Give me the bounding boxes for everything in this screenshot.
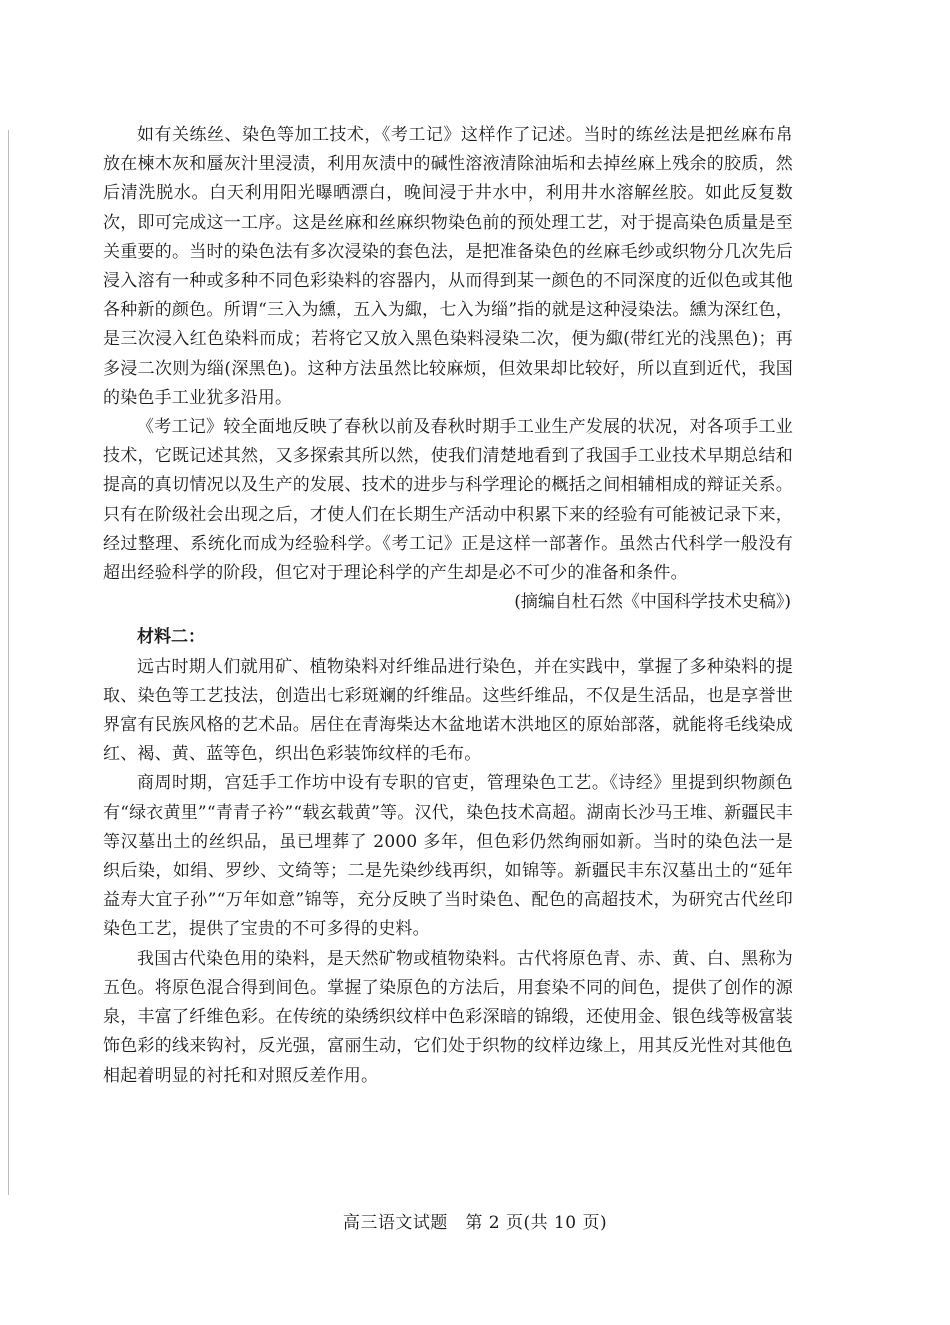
paragraph: 我国古代染色用的染料，是天然矿物或植物染料。古代将原色青、赤、黄、白、黑称为五色。将原色混合得到间色。掌握了染原色的方法后，用套染不同的间色，提供了创作的源泉，丰富了纤维色彩。在传统的染绣织纹样中色彩深暗的锦缎，还使用金、银色线等极富装饰色彩的线来钩衬，反光强，富丽生动，它们处于织物的纹样边缘上，用其反光性对其他色相起着明显的衬托和对照反差作用。 [103, 948, 793, 1086]
page-body [103, 121, 793, 1091]
paragraph: 商周时期，宫廷手工作坊中设有专职的官吏，管理染色工艺。《诗经》里提到织物颜色有“绿衣黄里”“青青子衿”“载玄载黄”等。汉代，染色技术高超。湖南长沙马王堆、新疆民丰等汉墓出土的丝织品，虽已埋葬了 2000 多年，但色彩仍然绚丽如新。当时的染色法一是织后染，如绢、罗纱、文绮等；二是先染纱线再织，如锦等。新疆民丰东汉墓出土的“延年益寿大宜子孙”“万年如意”锦等，充分反映了当时染色、配色的高超技术，为研究古代丝印染色工艺，提供了宝贵的不可多得的史料。 [103, 773, 793, 940]
paragraph: 远古时期人们就用矿、植物染料对纤维品进行染色，并在实践中，掌握了多种染料的提取、染色等工艺技法，创造出七彩斑斓的纤维品。这些纤维品，不仅是生活品，也是享誉世界富有民族风格的艺术品。居住在青海柴达木盆地诺木洪地区的原始部落，就能将毛线染成红、褐、黄、蓝等色，织出色彩装饰纹样的毛布。 [103, 656, 793, 765]
source-citation: (摘编自杜石然《中国科学技术史稿》) [514, 592, 791, 613]
page-footer: 高三语文试题 第 2 页(共 10 页) [342, 1213, 608, 1233]
section-heading: 材料二： [137, 627, 205, 648]
left-margin-rule [8, 130, 9, 1195]
paragraph: 《考工记》较全面地反映了春秋以前及春秋时期手工业生产发展的状况，对各项手工业技术，它既记述其然，又多探索其所以然，使我们清楚地看到了我国手工业技术早期总结和提高的真切情况以及生产的发展、技术的进步与科学理论的概括之间相辅相成的辩证关系。只有在阶级社会出现之后，才使人们在长期生产活动中积累下来的经验有可能被记录下来，经过整理、系统化而成为经验科学。《考工记》正是这样一部著作。虽然古代科学一般没有超出经验科学的阶段，但它对于理论科学的产生却是必不可少的准备和条件。 [103, 417, 793, 584]
paragraph: 如有关练丝、染色等加工技术，《考工记》这样作了记述。当时的练丝法是把丝麻布帛放在楝木灰和蜃灰汁里浸渍，利用灰渍中的碱性溶液清除油垢和去掉丝麻上残余的胶质，然后清洗脱水。白天利用阳光曝晒漂白，晚间浸于井水中，利用井水溶解丝胶。如此反复数次，即可完成这一工序。这是丝麻和丝麻织物染色前的预处理工艺，对于提高染色质量是至关重要的。当时的染色法有多次浸染的套色法，是把准备染色的丝麻毛纱或织物分几次先后浸入溶有一种或多种不同色彩染料的容器内，从而得到某一颜色的不同深度的近似色或其他各种新的颜色。所谓“三入为纁，五入为緅，七入为缁”指的就是这种浸染法。纁为深红色，是三次浸入红色染料而成；若将它又放入黑色染料浸染二次，便为緅(带红光的浅黑色)；再多浸二次则为缁(深黑色)。这种方法虽然比较麻烦，但效果却比较好，所以直到近代，我国的染色手工业犹多沿用。 [103, 125, 793, 408]
